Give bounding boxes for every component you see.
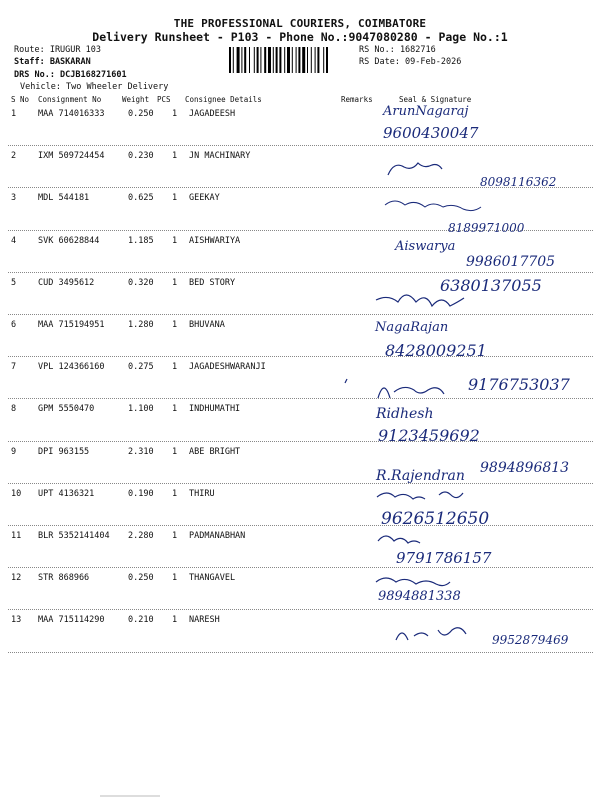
rs-date: RS Date: 09-Feb-2026 <box>359 57 462 67</box>
row-consignment: DPI 963155 <box>38 446 90 457</box>
col-consignee: Consignee Details <box>185 95 262 104</box>
row-consignment: MAA 715114290 <box>38 615 105 626</box>
row-pcs: 1 <box>172 109 178 119</box>
vehicle-label: Vehicle: Two Wheeler Delivery <box>20 82 169 92</box>
hw-r8-name: Ridhesh <box>376 406 434 422</box>
row-consignment: SVK 60628844 <box>38 235 100 246</box>
row-weight: 0.250 <box>128 109 154 119</box>
row-consignee: INDHUMATHI <box>189 404 241 415</box>
hw-r6-phone: 8428009251 <box>385 341 487 360</box>
row-consignee: JAGADEESH <box>189 109 236 119</box>
hw-r7-remark-mark <box>345 379 347 383</box>
rs-number: RS No.: 1682716 <box>359 45 436 55</box>
row-consignee: NARESH <box>189 615 220 626</box>
row-consignee: PADMANABHAN <box>189 531 246 541</box>
hw-r13-signature <box>396 628 466 640</box>
row-weight: 0.625 <box>128 193 154 204</box>
row-weight: 0.190 <box>128 488 154 499</box>
hw-r9-phone: 9894896813 <box>480 460 570 476</box>
row-sno: 3 <box>11 193 17 204</box>
hw-r7-phone: 9176753037 <box>468 375 570 394</box>
row-sno: 4 <box>11 235 17 246</box>
row-consignee: JN MACHINARY <box>189 151 251 162</box>
company-title: THE PROFESSIONAL COURIERS, COIMBATORE <box>173 17 427 30</box>
row-sno: 8 <box>11 404 17 415</box>
drs-number: DRS No.: DCJB168271601 <box>14 70 127 80</box>
hw-r11-phone: 9791786157 <box>396 549 492 567</box>
row-consignee: GEEKAY <box>189 193 220 204</box>
row-pcs: 1 <box>172 277 178 288</box>
row-sno: 12 <box>11 573 22 584</box>
bottom-mark <box>100 795 160 797</box>
row-pcs: 1 <box>172 615 178 626</box>
row-weight: 0.210 <box>128 615 154 626</box>
row-consignee: JAGADESHWARANJI <box>189 362 266 373</box>
row-weight: 1.100 <box>128 404 154 415</box>
row-weight: 0.230 <box>128 151 154 162</box>
hw-r12-phone: 9894881338 <box>378 589 461 604</box>
row-consignment: MAA 714016333 <box>38 109 105 119</box>
col-consignment: Consignment No <box>38 95 102 104</box>
runsheet-subtitle: Delivery Runsheet - P103 - Phone No.:9047080280 - Page No.:1 <box>92 30 508 44</box>
row-weight: 0.250 <box>128 573 154 584</box>
row-consignee: AISHWARIYA <box>189 235 241 246</box>
hw-r7-signature <box>378 387 444 398</box>
row-consignee: BED STORY <box>189 277 236 288</box>
row-consignment: MAA 715194951 <box>38 320 105 330</box>
row-consignee: THIRU <box>189 488 215 499</box>
hw-r8-phone: 9123459692 <box>378 426 480 445</box>
hw-r10-signature <box>377 492 463 499</box>
hw-r1-phone: 9600430047 <box>383 124 479 142</box>
hw-r4-phone: 9986017705 <box>466 254 556 270</box>
row-pcs: 1 <box>172 320 178 330</box>
row-sno: 13 <box>11 615 22 626</box>
row-consignee: BHUVANA <box>189 320 225 330</box>
col-seal: Seal & Signature <box>399 95 472 104</box>
row-consignment: BLR 5352141404 <box>38 531 110 541</box>
hw-r9-name: R.Rajendran <box>376 468 465 484</box>
col-weight: Weight <box>122 95 150 104</box>
hw-r2-phone: 8098116362 <box>480 175 557 189</box>
row-consignment: UPT 4136321 <box>38 488 95 499</box>
row-consignment: GPM 5550470 <box>38 404 95 415</box>
row-consignment: IXM 509724454 <box>38 151 105 162</box>
hw-r1-name: ArunNagaraj <box>383 104 469 119</box>
row-sno: 1 <box>11 109 17 119</box>
row-consignee: ABE BRIGHT <box>189 446 241 457</box>
hw-r4-name: Aiswarya <box>395 239 456 254</box>
row-pcs: 1 <box>172 151 178 162</box>
hw-r13-phone: 9952879469 <box>492 633 569 647</box>
hw-r10-phone: 9626512650 <box>381 509 490 529</box>
col-remarks: Remarks <box>341 95 373 104</box>
hw-r6-name: NagaRajan <box>375 320 449 335</box>
row-sno: 10 <box>11 488 22 499</box>
row-pcs: 1 <box>172 488 178 499</box>
staff-label: Staff: BASKARAN <box>14 57 91 67</box>
row-pcs: 1 <box>172 446 178 457</box>
row-weight: 2.310 <box>128 446 154 457</box>
row-pcs: 1 <box>172 404 178 415</box>
hw-r3-signature <box>385 201 481 211</box>
row-consignee: THANGAVEL <box>189 573 236 584</box>
col-pcs: PCS <box>157 95 171 104</box>
row-sno: 7 <box>11 362 17 373</box>
row-sno: 11 <box>11 531 22 541</box>
row-pcs: 1 <box>172 531 178 541</box>
row-pcs: 1 <box>172 193 178 204</box>
hw-r3-phone: 8189971000 <box>448 221 525 235</box>
row-weight: 2.280 <box>128 531 154 541</box>
row-sno: 6 <box>11 320 17 330</box>
hw-r5-signature <box>376 295 464 306</box>
row-pcs: 1 <box>172 235 178 246</box>
row-consignment: STR 868966 <box>38 573 90 584</box>
row-sno: 9 <box>11 446 17 457</box>
hw-r12-signature <box>376 578 450 586</box>
hw-r5-phone: 6380137055 <box>440 276 542 295</box>
row-pcs: 1 <box>172 573 178 584</box>
row-pcs: 1 <box>172 362 178 373</box>
row-weight: 0.320 <box>128 277 154 288</box>
row-sno: 2 <box>11 151 17 162</box>
row-consignment: MDL 544181 <box>38 193 90 204</box>
col-sno: S No <box>11 95 30 104</box>
row-sno: 5 <box>11 277 17 288</box>
row-weight: 0.275 <box>128 362 154 373</box>
row-consignment: VPL 124366160 <box>38 362 105 373</box>
row-weight: 1.185 <box>128 235 154 246</box>
hw-r2-signature <box>388 163 442 175</box>
row-weight: 1.280 <box>128 320 154 330</box>
hw-r11-signature <box>378 536 420 543</box>
row-consignment: CUD 3495612 <box>38 277 95 288</box>
route-label: Route: IRUGUR 103 <box>14 45 101 55</box>
